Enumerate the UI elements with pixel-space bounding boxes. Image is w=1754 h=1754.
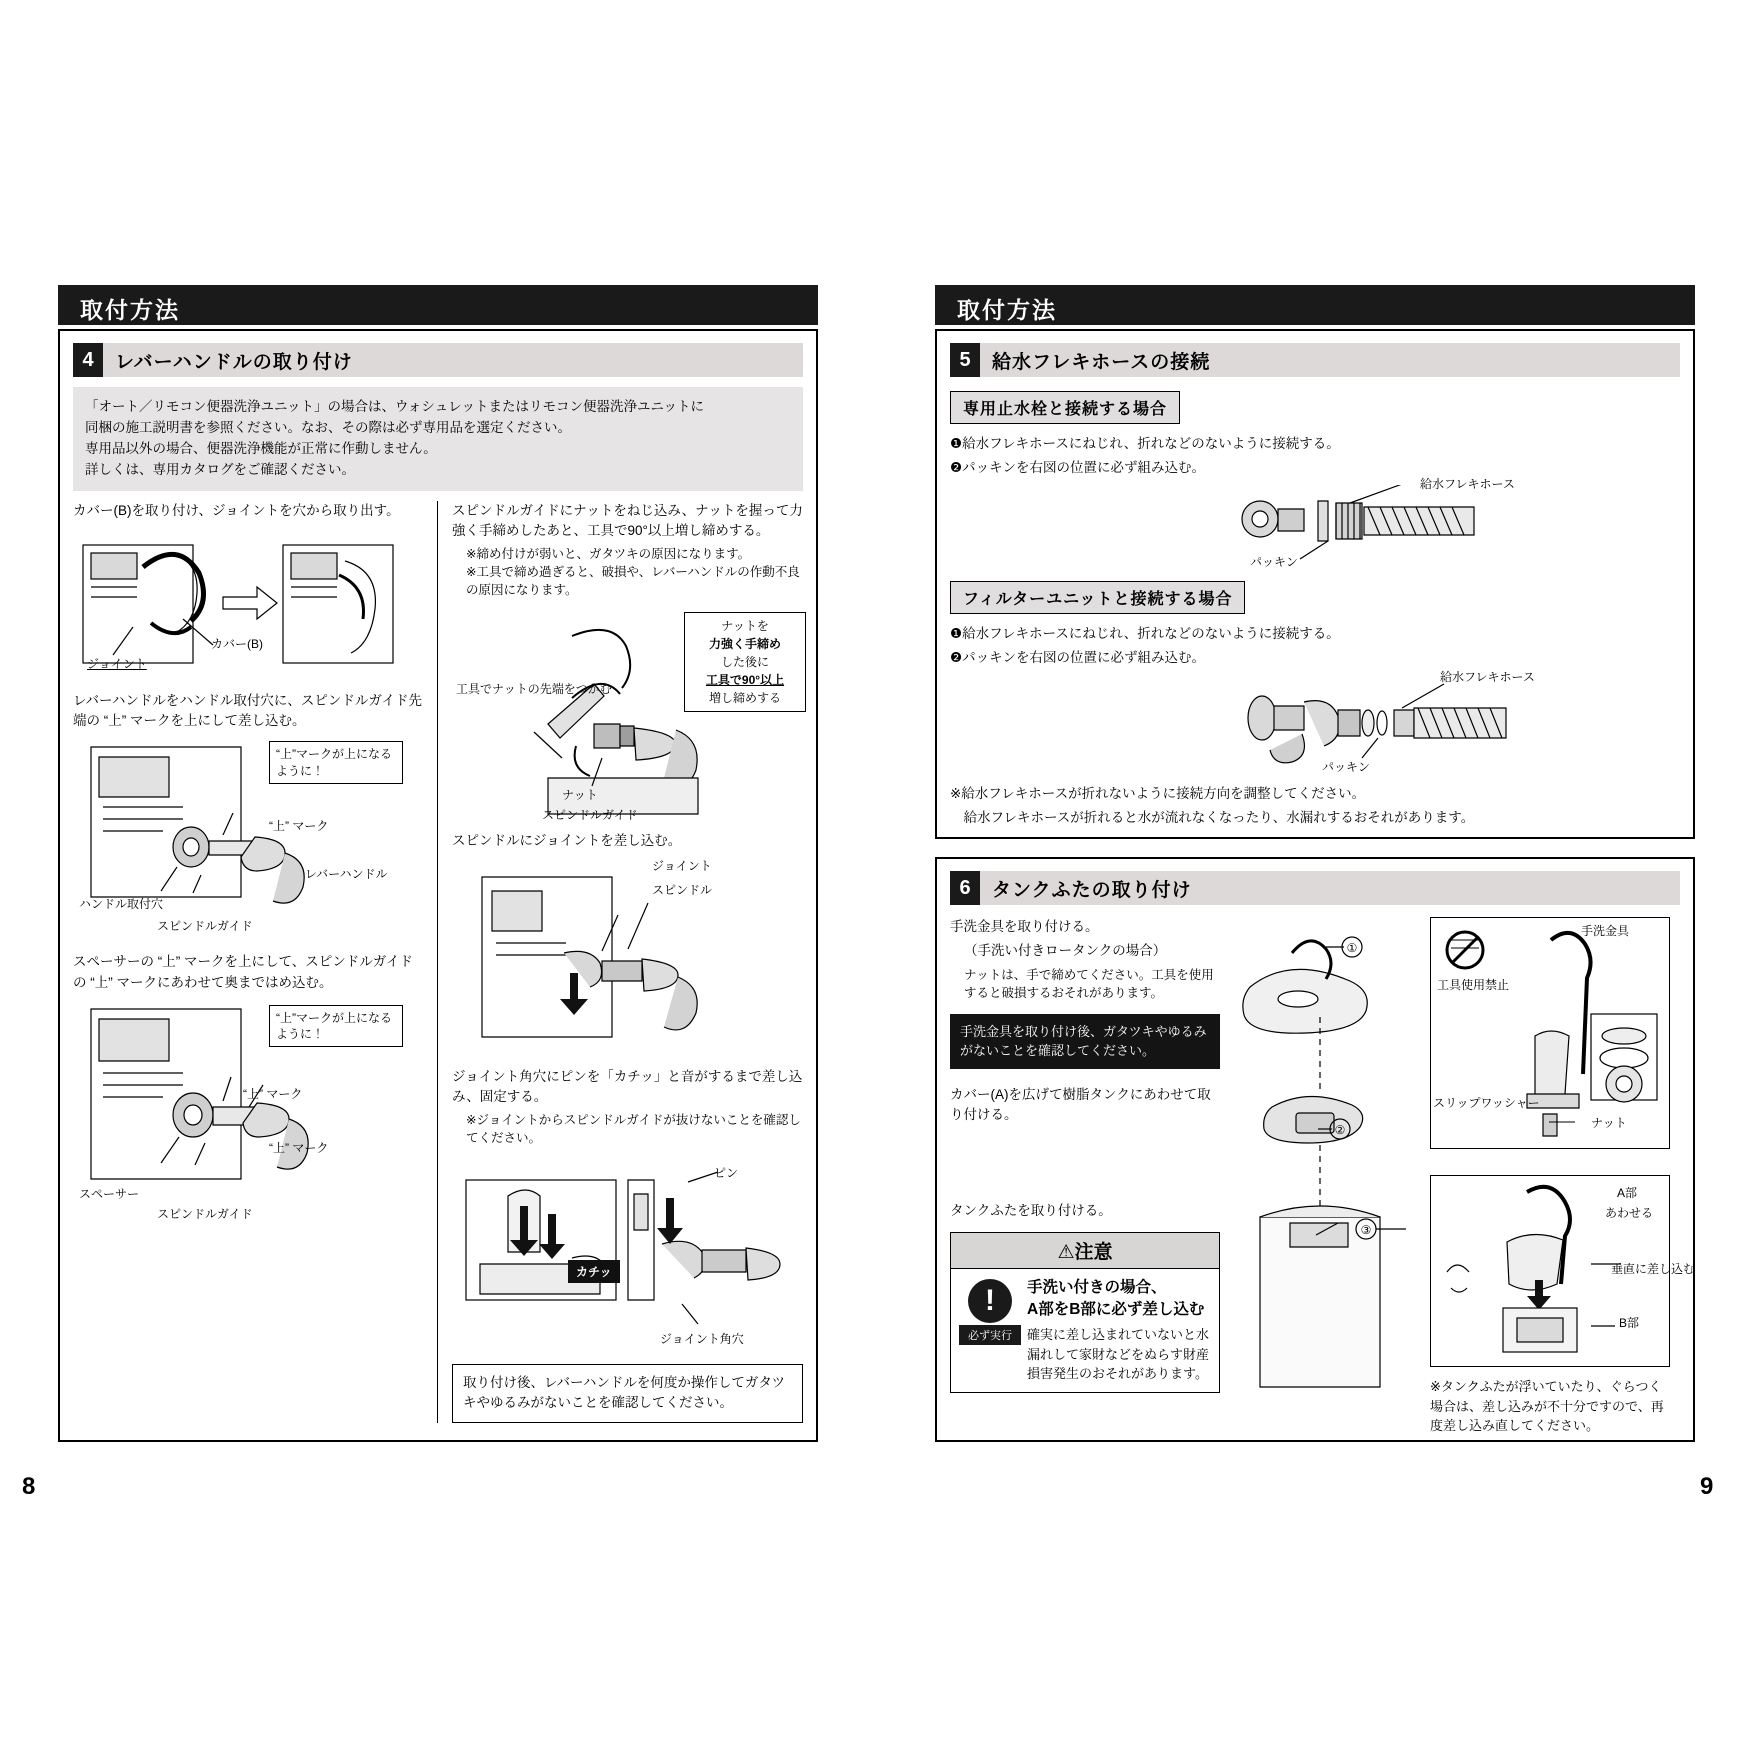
step-5-box xyxy=(935,329,1695,839)
step-5-sub2: フィルターユニットと接続する場合 xyxy=(950,581,1245,614)
note-line-1: 「オート／リモコン便器洗浄ユニット」の場合は、ウォシュレットまたはリモコン便器洗浄ユニットに xyxy=(85,399,704,414)
left-column xyxy=(73,501,438,1424)
left-page xyxy=(58,285,818,1465)
label-nut-2: ナット xyxy=(1591,1116,1627,1130)
label-vertical-insert: 垂直に差し込む xyxy=(1611,1262,1696,1276)
step-6-center-figure xyxy=(1220,917,1430,1442)
step-6-footer-note: ※タンクふたが浮いていたり、ぐらつく場合は、差し込みが不十分ですので、再度差し込み直してください。 xyxy=(1430,1379,1664,1433)
step-6-item-2: カバー(A)を広げて樹脂タンクにあわせて取り付ける。 xyxy=(950,1086,1211,1122)
step-6-item-1: 手洗金具を取り付ける。 xyxy=(950,919,1099,934)
left-content-box xyxy=(58,329,818,1442)
step-4-header xyxy=(73,343,803,377)
step-6-detail-figures xyxy=(1430,917,1696,1442)
step-6-item-3: タンクふたを取り付ける。 xyxy=(950,1203,1112,1219)
section-header-left: 取付方法 xyxy=(58,285,818,325)
figure-lever-handle xyxy=(73,737,425,942)
exclamation-icon: ! xyxy=(968,1279,1012,1323)
step-item-1: カバー(B)を取り付け、ジョイントを穴から取り出す。 xyxy=(73,502,400,518)
label-joint: ジョイント xyxy=(87,656,147,671)
label-pin: ピン xyxy=(714,1165,739,1180)
label-packing-2: パッキン xyxy=(1322,760,1370,774)
label-align: あわせる xyxy=(1605,1206,1654,1220)
warning-icon xyxy=(959,1277,1021,1384)
caution-3: ※ジョイントからスピンドルガイドが抜けないことを確認してください。 xyxy=(466,1113,801,1146)
step-5-header xyxy=(950,343,1680,377)
label-tool-grip-1: 工具でナットの先端をつかむ xyxy=(456,681,612,696)
note-line-2: 同梱の施工説明書を参照ください。なお、その際は必ず専用品を選定ください。 xyxy=(85,419,571,435)
warning-headline-2: A部をB部に必ず差し込む xyxy=(1027,1300,1205,1318)
detail-part-a-b xyxy=(1430,1175,1696,1367)
label-flex-hose-2: 給水フレキホース xyxy=(1440,670,1535,684)
warning-text xyxy=(1021,1277,1211,1384)
step-6-item-note: ナットは、手で締めてください。工具を使用すると破損するおそれがあります。 xyxy=(964,967,1214,1000)
figure-cover-b xyxy=(73,527,425,677)
step-6-text-column xyxy=(950,917,1220,1442)
label-flex-hose-1: 給水フレキホース xyxy=(1420,476,1515,491)
label-hand-wash-fitting: 手洗金具 xyxy=(1581,924,1630,938)
section-header-right: 取付方法 xyxy=(935,285,1695,325)
caution-2: ※工具で締め過ぎると、破損や、レバーハンドルの作動不良の原因になります。 xyxy=(466,565,800,598)
step-5-sub2-item-1: ❶給水フレキホースにねじれ、折れなどのないように接続する。 xyxy=(950,625,1340,641)
warning-headline-1: 手洗い付きの場合、 xyxy=(1027,1278,1167,1296)
step-5-number: 5 xyxy=(950,343,980,377)
label-joint-square-hole: ジョイント角穴 xyxy=(660,1331,744,1346)
step-6-item-1-sub: （手洗い付きロータンクの場合） xyxy=(964,943,1167,959)
label-slip-washer: スリップワッシャー xyxy=(1433,1096,1540,1110)
step-5-title: 給水フレキホースの接続 xyxy=(992,351,1211,373)
label-joint-2: ジョイント xyxy=(652,858,712,873)
step-6-box xyxy=(935,857,1695,1442)
warning-must-label: 必ず実行 xyxy=(959,1325,1021,1345)
label-mark-up-2: “上” マーク xyxy=(243,1086,303,1101)
nut-callout-line-1: ナットを xyxy=(721,618,769,633)
figure-nut-tool xyxy=(452,606,803,821)
svg-text:②: ② xyxy=(1334,1123,1346,1137)
label-cover-b: カバー(B) xyxy=(211,636,263,651)
detail-hand-wash-fitting xyxy=(1430,917,1670,1149)
figure-pin-click xyxy=(452,1154,803,1354)
step-5-sub2-item-2: ❷パッキンを右図の位置に必ず組み込む。 xyxy=(950,649,1205,665)
note-line-3: 専用品以外の場合、便器洗浄機能が正常に作動しません。 xyxy=(85,440,437,456)
step-5-footer-note-2: 給水フレキホースが折れると水が流れなくなったり、水漏れするおそれがあります。 xyxy=(950,810,1475,826)
step-6-title: タンクふたの取り付け xyxy=(992,879,1192,901)
warning-body: 確実に差し込まれていないと水漏れして家財などをぬらす財産損害発生のおそれがあります。 xyxy=(1027,1327,1210,1382)
step-6-number: 6 xyxy=(950,871,980,905)
svg-text:③: ③ xyxy=(1360,1223,1372,1237)
label-part-b: B部 xyxy=(1619,1316,1640,1330)
right-page xyxy=(935,285,1695,1465)
step-5-footer-note-1: ※給水フレキホースが折れないように接続方向を調整してください。 xyxy=(950,786,1366,801)
page-number-left: 8 xyxy=(22,1473,36,1500)
note-line-4: 詳しくは、専用カタログをご確認ください。 xyxy=(85,461,355,477)
label-no-tool: 工具使用禁止 xyxy=(1437,978,1510,992)
svg-text:①: ① xyxy=(1346,941,1358,955)
step-4-number: 4 xyxy=(73,343,103,377)
caution-1: ※締め付けが弱いと、ガタツキの原因になります。 xyxy=(466,547,751,562)
label-spindle-guide-2: スピンドルガイド xyxy=(157,1206,253,1221)
label-spacer: スペーサー xyxy=(79,1186,140,1201)
label-mark-up-1: “上” マーク xyxy=(269,819,329,834)
step-6-header xyxy=(950,871,1680,905)
figure-spacer xyxy=(73,999,425,1224)
label-mark-up-3: “上” マーク xyxy=(269,1140,329,1155)
step-item-4: スピンドルガイドにナットをねじ込み、ナットを握って力強く手締めしたあと、工具で90°以上増し締めする。 xyxy=(452,502,803,538)
label-handle-hole: ハンドル取付穴 xyxy=(79,897,164,912)
label-packing-1: パッキン xyxy=(1250,554,1298,569)
nut-callout-line-2: 力強く手締め xyxy=(708,636,781,651)
nut-callout-line-4: 工具で90°以上 xyxy=(705,672,785,687)
label-lever-handle: レバーハンドル xyxy=(305,867,388,882)
step-item-5: スピンドルにジョイントを差し込む。 xyxy=(452,832,682,848)
step-5-sub1: 専用止水栓と接続する場合 xyxy=(950,391,1180,424)
figure-stop-valve xyxy=(950,476,1680,569)
label-click: カチッ xyxy=(568,1260,620,1283)
right-column xyxy=(438,501,803,1424)
step-4-footer-tip: 取り付け後、レバーハンドルを何度か操作してガタツキやゆるみがないことを確認してください。 xyxy=(452,1364,803,1424)
label-spindle-guide-1: スピンドルガイド xyxy=(157,919,253,934)
step-item-2: レバーハンドルをハンドル取付穴に、スピンドルガイド先端の “上” マークを上にして差し込む。 xyxy=(73,692,422,729)
step-6-black-tip: 手洗金具を取り付け後、ガタツキやゆるみがないことを確認してください。 xyxy=(950,1014,1220,1069)
warning-box xyxy=(950,1232,1220,1393)
label-nut: ナット xyxy=(562,787,598,802)
page-number-right: 9 xyxy=(1700,1473,1714,1500)
step-5-sub1-item-2: ❷パッキンを右図の位置に必ず組み込む。 xyxy=(950,460,1205,476)
warning-title: ⚠注意 xyxy=(951,1233,1219,1269)
label-spindle: スピンドル xyxy=(652,882,713,897)
callout-mark-up: “上”マークが上になるように！ xyxy=(269,741,403,783)
step-4-title: レバーハンドルの取り付け xyxy=(115,351,353,373)
step-4-note xyxy=(73,387,803,491)
nut-callout-line-3: した後に xyxy=(720,654,769,669)
step-item-6: ジョイント角穴にピンを「カチッ」と音がするまで差し込み、固定する。 xyxy=(452,1068,803,1105)
nut-callout-line-5: 増し締めする xyxy=(708,690,781,705)
step-5-sub1-item-1: ❶給水フレキホースにねじれ、折れなどのないように接続する。 xyxy=(950,436,1340,451)
step-item-3: スペーサーの “上” マークを上にして、スピンドルガイドの “上” マークにあわせて奥まではめ込む。 xyxy=(73,954,413,990)
label-part-a: A部 xyxy=(1617,1186,1638,1200)
callout-mark-up-2: “上”マークが上になるように！ xyxy=(269,1005,403,1047)
callout-nut-tighten xyxy=(684,612,806,712)
figure-filter-unit xyxy=(950,670,1680,774)
figure-joint-spindle xyxy=(452,857,803,1057)
label-spindle-guide-3: スピンドルガイド xyxy=(542,807,638,822)
